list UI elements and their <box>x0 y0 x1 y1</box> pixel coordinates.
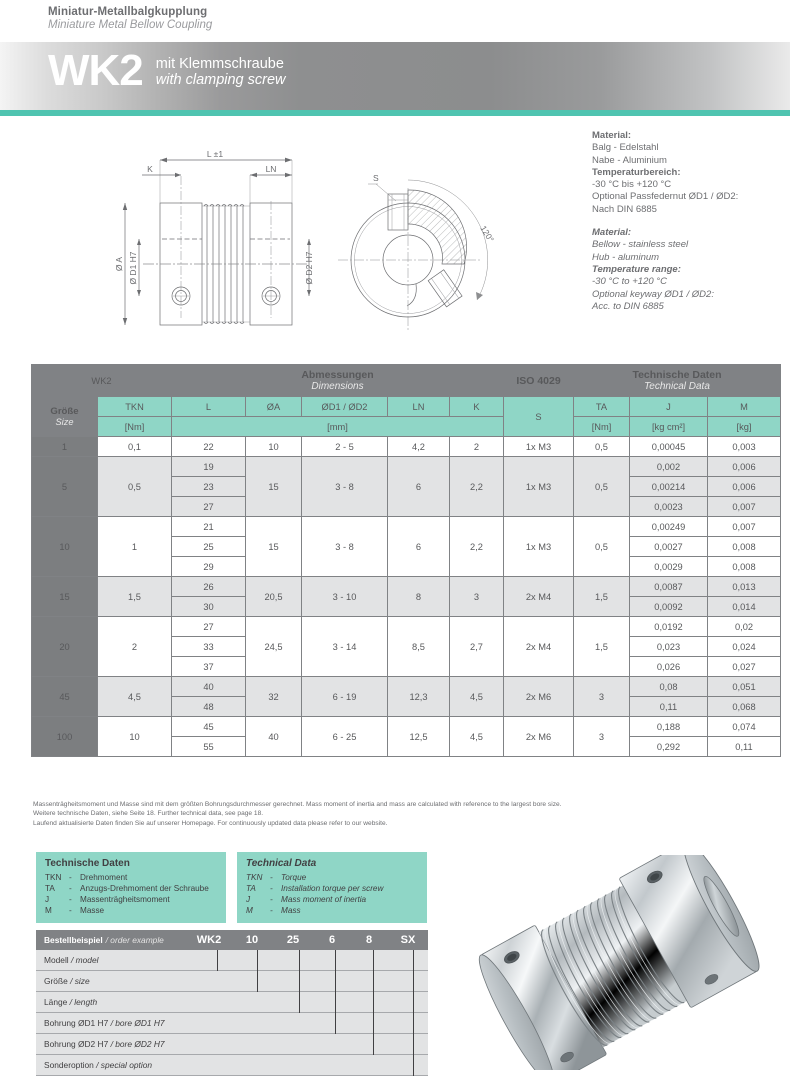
cell-outer-diameter: 15 <box>246 457 302 517</box>
cell-length: 40 <box>172 677 246 697</box>
footnote-1: Weitere technische Daten, siehe Seite 18. Further technical data, see page 18. <box>33 810 264 818</box>
legend-dash: - <box>270 895 273 904</box>
group-iso-label: ISO 4029 <box>516 374 561 387</box>
cell-mass: 0,006 <box>708 477 781 497</box>
column-size-de: Größe <box>50 406 79 417</box>
product-3d-render <box>468 855 778 1070</box>
unit-tkn: [Nm] <box>98 417 172 437</box>
order-row-label-de-3: Bohrung ØD1 H7 <box>44 1018 109 1028</box>
legend-de-row-0 <box>45 872 217 883</box>
legend-de-value-2: Massenträgheitsmoment <box>80 895 170 904</box>
cell-mass: 0,007 <box>708 517 781 537</box>
cell-screw: 1x M3 <box>504 437 574 457</box>
legend-de-row-1 <box>45 883 217 894</box>
leader-line-2 <box>299 950 300 1013</box>
cell-length: 37 <box>172 657 246 677</box>
legend-en-value-1: Installation torque per screw <box>281 884 384 893</box>
legend-en-key-3: M <box>246 906 253 915</box>
material-en-line-0: Material: <box>592 227 632 239</box>
cell-ta: 0,5 <box>574 457 630 517</box>
table-corner-label: WK2 <box>32 365 172 397</box>
group-dimensions-de: Abmessungen <box>301 369 374 381</box>
cell-outer-diameter: 24,5 <box>246 617 302 677</box>
legend-de-value-3: Masse <box>80 906 105 915</box>
legend-dash: - <box>270 906 273 915</box>
order-row-label-de-0: Modell <box>44 955 69 965</box>
order-code-list <box>186 934 428 946</box>
column-header-l: L <box>172 397 246 417</box>
cell-inertia: 0,0029 <box>630 557 708 577</box>
dim-label-D1: Ø D1 H7 <box>128 251 138 285</box>
order-row-special-option <box>36 1055 428 1076</box>
legend-dash: - <box>270 884 273 893</box>
cell-mass: 0,003 <box>708 437 781 457</box>
order-example-header-en: / order example <box>105 935 164 945</box>
table-row <box>32 517 781 537</box>
order-example-header-de: Bestellbeispiel <box>44 935 103 945</box>
material-de-line-0: Material: <box>592 130 632 141</box>
group-dimensions-en: Dimensions <box>311 381 364 392</box>
column-header-s: S <box>504 397 574 437</box>
column-header-j: J <box>630 397 708 417</box>
cell-mass: 0,11 <box>708 737 781 757</box>
cell-tkn: 2 <box>98 617 172 677</box>
unit-j: [kg cm²] <box>630 417 708 437</box>
column-header-a: ØA <box>246 397 302 417</box>
cell-size: 15 <box>32 577 98 617</box>
cell-length: 33 <box>172 637 246 657</box>
cell-ta: 0,5 <box>574 517 630 577</box>
cell-ln: 6 <box>388 457 450 517</box>
unit-ta: [Nm] <box>574 417 630 437</box>
dim-label-K: K <box>147 164 153 174</box>
cell-inertia: 0,0087 <box>630 577 708 597</box>
cell-mass: 0,068 <box>708 697 781 717</box>
material-de-line-5: Optional Passfedernut ØD1 / ØD2: <box>592 191 739 203</box>
page-title-de: Miniatur-Metallbalgkupplung <box>48 6 208 18</box>
cell-mass: 0,02 <box>708 617 781 637</box>
cell-tkn: 1 <box>98 517 172 577</box>
table-unit-header-row <box>32 417 781 437</box>
cell-screw: 2x M6 <box>504 677 574 717</box>
cell-outer-diameter: 15 <box>246 517 302 577</box>
order-code-4: 8 <box>365 934 373 946</box>
cell-k: 2 <box>450 437 504 457</box>
table-row <box>32 457 781 477</box>
column-header-size <box>32 397 98 437</box>
cell-ta: 3 <box>574 717 630 757</box>
cell-mass: 0,074 <box>708 717 781 737</box>
legend-en-row-1 <box>246 883 418 894</box>
order-row-size <box>36 971 428 992</box>
leader-line-0 <box>217 950 218 971</box>
page-title-en: Miniature Metal Bellow Coupling <box>48 19 213 31</box>
cell-size: 10 <box>32 517 98 577</box>
table-row <box>32 717 781 737</box>
column-header-tkn: TKN <box>98 397 172 417</box>
cell-screw: 1x M3 <box>504 517 574 577</box>
footnote-0: Massenträgheitsmoment und Masse sind mit dem größten Bohrungsdurchmesser gerechnet. Mass moment of inertia and mass are calculated with reference to the largest bore size. <box>33 801 562 808</box>
cell-inertia: 0,0092 <box>630 597 708 617</box>
cell-length: 45 <box>172 717 246 737</box>
cell-inertia: 0,00214 <box>630 477 708 497</box>
table-body <box>32 437 781 757</box>
cell-length: 26 <box>172 577 246 597</box>
order-row-bore-d2 <box>36 1034 428 1055</box>
cell-mass: 0,008 <box>708 537 781 557</box>
legend-de-key-3: M <box>45 906 52 915</box>
cell-outer-diameter: 40 <box>246 717 302 757</box>
cell-ln: 6 <box>388 517 450 577</box>
cell-size: 20 <box>32 617 98 677</box>
cell-length: 21 <box>172 517 246 537</box>
order-row-label-de-5: Sonderoption <box>44 1060 94 1070</box>
cell-inertia: 0,026 <box>630 657 708 677</box>
cell-inertia: 0,11 <box>630 697 708 717</box>
cell-ta: 1,5 <box>574 577 630 617</box>
cell-bore-range: 3 - 14 <box>302 617 388 677</box>
legend-de-value-0: Drehmoment <box>80 873 128 882</box>
order-code-2: 25 <box>286 934 300 946</box>
unit-dimensions: [mm] <box>172 417 504 437</box>
legend-de-row-2 <box>45 894 217 905</box>
cell-inertia: 0,188 <box>630 717 708 737</box>
table-row <box>32 577 781 597</box>
legend-en-row-2 <box>246 894 418 905</box>
side-view-drawing <box>103 146 328 361</box>
front-section-drawing <box>330 168 510 343</box>
order-code-1: 10 <box>245 934 259 946</box>
cell-tkn: 1,5 <box>98 577 172 617</box>
product-model-name: WK2 <box>48 46 143 95</box>
dim-label-D2: Ø D2 H7 <box>304 251 314 285</box>
group-technical-en: Technical Data <box>644 381 710 392</box>
cell-ta: 1,5 <box>574 617 630 677</box>
cell-inertia: 0,00045 <box>630 437 708 457</box>
product-subtitle <box>156 53 286 88</box>
cell-k: 2,2 <box>450 517 504 577</box>
legend-en-key-2: J <box>246 895 251 904</box>
cell-tkn: 4,5 <box>98 677 172 717</box>
material-en-line-2: Hub - aluminum <box>592 251 660 263</box>
cell-inertia: 0,023 <box>630 637 708 657</box>
group-header-dimensions <box>172 365 504 397</box>
legend-english <box>237 852 427 923</box>
cell-bore-range: 2 - 5 <box>302 437 388 457</box>
cell-tkn: 10 <box>98 717 172 757</box>
legend-dash: - <box>69 873 72 882</box>
column-size-en: Size <box>55 417 74 427</box>
material-spec-block <box>592 130 790 313</box>
order-row-bore-d1 <box>36 1013 428 1034</box>
page-title <box>48 6 212 31</box>
cell-mass: 0,024 <box>708 637 781 657</box>
cell-mass: 0,027 <box>708 657 781 677</box>
material-en-line-3: Temperature range: <box>592 263 681 275</box>
cell-k: 4,5 <box>450 677 504 717</box>
cell-screw: 2x M6 <box>504 717 574 757</box>
cell-ln: 8 <box>388 577 450 617</box>
cell-inertia: 0,002 <box>630 457 708 477</box>
group-technical-de: Technische Daten <box>632 369 722 381</box>
cell-bore-range: 3 - 8 <box>302 517 388 577</box>
material-en-line-4: -30 °C to +120 °C <box>592 276 667 288</box>
cell-mass: 0,008 <box>708 557 781 577</box>
table-row <box>32 617 781 637</box>
order-example-table <box>36 930 428 1076</box>
cell-inertia: 0,00249 <box>630 517 708 537</box>
legend-de-row-3 <box>45 905 217 916</box>
legend-en-title: Technical Data <box>246 858 317 869</box>
order-row-label-de-2: Länge <box>44 997 68 1007</box>
order-row-label-en-5: / special option <box>96 1060 153 1070</box>
cell-length: 23 <box>172 477 246 497</box>
cell-length: 27 <box>172 497 246 517</box>
order-row-label-en-4: / bore ØD2 H7 <box>110 1039 165 1049</box>
cell-ln: 12,5 <box>388 717 450 757</box>
cell-size: 1 <box>32 437 98 457</box>
dim-label-angle: 120° <box>478 223 497 244</box>
material-de-line-6: Nach DIN 6885 <box>592 203 657 215</box>
table-row <box>32 437 781 457</box>
dim-label-A: Ø A <box>114 256 124 272</box>
material-de-line-3: Temperaturbereich: <box>592 166 681 178</box>
cell-tkn: 0,5 <box>98 457 172 517</box>
order-row-label-de-1: Größe <box>44 976 68 986</box>
cell-outer-diameter: 20,5 <box>246 577 302 617</box>
cell-k: 2,2 <box>450 457 504 517</box>
cell-k: 3 <box>450 577 504 617</box>
cell-length: 29 <box>172 557 246 577</box>
footnote-2: Laufend aktualisierte Daten finden Sie auf unserer Homepage. For continuously updated data please refer to our website. <box>33 819 388 827</box>
cell-inertia: 0,08 <box>630 677 708 697</box>
material-spacer <box>592 216 790 227</box>
cell-length: 48 <box>172 697 246 717</box>
unit-m: [kg] <box>708 417 781 437</box>
product-subtitle-de: mit Klemmschraube <box>155 56 284 73</box>
order-code-5: SX <box>400 934 416 946</box>
order-row-label-en-3: / bore ØD1 H7 <box>110 1018 165 1028</box>
legend-en-value-2: Mass moment of inertia <box>281 895 367 904</box>
footnotes <box>33 800 773 828</box>
order-row-label-de-4: Bohrung ØD2 H7 <box>44 1039 109 1049</box>
order-row-length <box>36 992 428 1013</box>
cell-ln: 4,2 <box>388 437 450 457</box>
leader-line-5 <box>413 950 414 1076</box>
order-row-label-en-0: / model <box>71 955 99 965</box>
column-header-ta: TA <box>574 397 630 417</box>
order-row-model <box>36 950 428 971</box>
cell-ln: 12,3 <box>388 677 450 717</box>
accent-bar <box>0 110 790 116</box>
legend-dash: - <box>270 873 273 882</box>
legend-dash: - <box>69 895 72 904</box>
cell-length: 27 <box>172 617 246 637</box>
legend-german <box>36 852 226 923</box>
group-header-iso <box>504 365 574 397</box>
order-code-3: 6 <box>328 934 336 946</box>
cell-inertia: 0,292 <box>630 737 708 757</box>
cell-mass: 0,014 <box>708 597 781 617</box>
legend-de-key-1: TA <box>45 884 55 893</box>
legend-en-key-1: TA <box>246 884 256 893</box>
cell-outer-diameter: 10 <box>246 437 302 457</box>
legend-dash: - <box>69 906 72 915</box>
legend-en-value-0: Torque <box>281 873 307 882</box>
leader-line-4 <box>373 950 374 1055</box>
legend-de-key-2: J <box>45 895 50 904</box>
cell-size: 100 <box>32 717 98 757</box>
cell-bore-range: 3 - 10 <box>302 577 388 617</box>
cell-bore-range: 6 - 25 <box>302 717 388 757</box>
cell-length: 22 <box>172 437 246 457</box>
material-en-line-6: Acc. to DIN 6885 <box>592 300 664 312</box>
cell-size: 45 <box>32 677 98 717</box>
legend-de-title: Technische Daten <box>45 858 130 869</box>
dim-label-S: S <box>373 173 379 183</box>
cell-ta: 3 <box>574 677 630 717</box>
cell-inertia: 0,0192 <box>630 617 708 637</box>
table-row <box>32 677 781 697</box>
cell-mass: 0,007 <box>708 497 781 517</box>
order-example-header <box>36 930 428 950</box>
material-en-line-1: Bellow - stainless steel <box>592 239 689 251</box>
product-subtitle-en: with clamping screw <box>155 72 286 89</box>
cell-ln: 8,5 <box>388 617 450 677</box>
column-header-d1d2: ØD1 / ØD2 <box>302 397 388 417</box>
cell-k: 2,7 <box>450 617 504 677</box>
cell-size: 5 <box>32 457 98 517</box>
cell-outer-diameter: 32 <box>246 677 302 717</box>
material-en-line-5: Optional keyway ØD1 / ØD2: <box>592 288 714 300</box>
group-header-technical <box>574 365 781 397</box>
order-row-label-en-1: / size <box>70 976 90 986</box>
cell-inertia: 0,0027 <box>630 537 708 557</box>
legend-dash: - <box>69 884 72 893</box>
legend-en-row-0 <box>246 872 418 883</box>
cell-length: 30 <box>172 597 246 617</box>
product-banner-content <box>48 46 286 95</box>
column-header-k: K <box>450 397 504 417</box>
cell-mass: 0,006 <box>708 457 781 477</box>
leader-line-3 <box>335 950 336 1034</box>
cell-bore-range: 6 - 19 <box>302 677 388 717</box>
cell-ta: 0,5 <box>574 437 630 457</box>
cell-k: 4,5 <box>450 717 504 757</box>
column-header-m: M <box>708 397 781 417</box>
order-example-rows <box>36 950 428 1076</box>
cell-mass: 0,051 <box>708 677 781 697</box>
legend-de-key-0: TKN <box>45 873 62 882</box>
cell-screw: 2x M4 <box>504 617 574 677</box>
order-code-0: WK2 <box>196 934 222 946</box>
table-column-header-row <box>32 397 781 417</box>
cell-mass: 0,013 <box>708 577 781 597</box>
cell-length: 55 <box>172 737 246 757</box>
cell-tkn: 0,1 <box>98 437 172 457</box>
dim-label-L: L ±1 <box>206 149 224 159</box>
cell-length: 25 <box>172 537 246 557</box>
cell-length: 19 <box>172 457 246 477</box>
legend-en-row-3 <box>246 905 418 916</box>
dim-label-LN: LN <box>265 164 277 174</box>
cell-screw: 2x M4 <box>504 577 574 617</box>
cell-inertia: 0,0023 <box>630 497 708 517</box>
legend-en-key-0: TKN <box>246 873 263 882</box>
specification-table <box>31 364 760 757</box>
legend-en-value-3: Mass <box>281 906 301 915</box>
material-de-line-1: Balg - Edelstahl <box>592 142 659 154</box>
material-de-line-4: -30 °C bis +120 °C <box>592 179 672 191</box>
cell-screw: 1x M3 <box>504 457 574 517</box>
material-de-line-2: Nabe - Aluminium <box>592 154 667 166</box>
cell-bore-range: 3 - 8 <box>302 457 388 517</box>
leader-line-1 <box>257 950 258 992</box>
legend-de-value-1: Anzugs-Drehmoment der Schraube <box>80 884 209 893</box>
column-header-ln: LN <box>388 397 450 417</box>
order-row-label-en-2: / length <box>69 997 98 1007</box>
